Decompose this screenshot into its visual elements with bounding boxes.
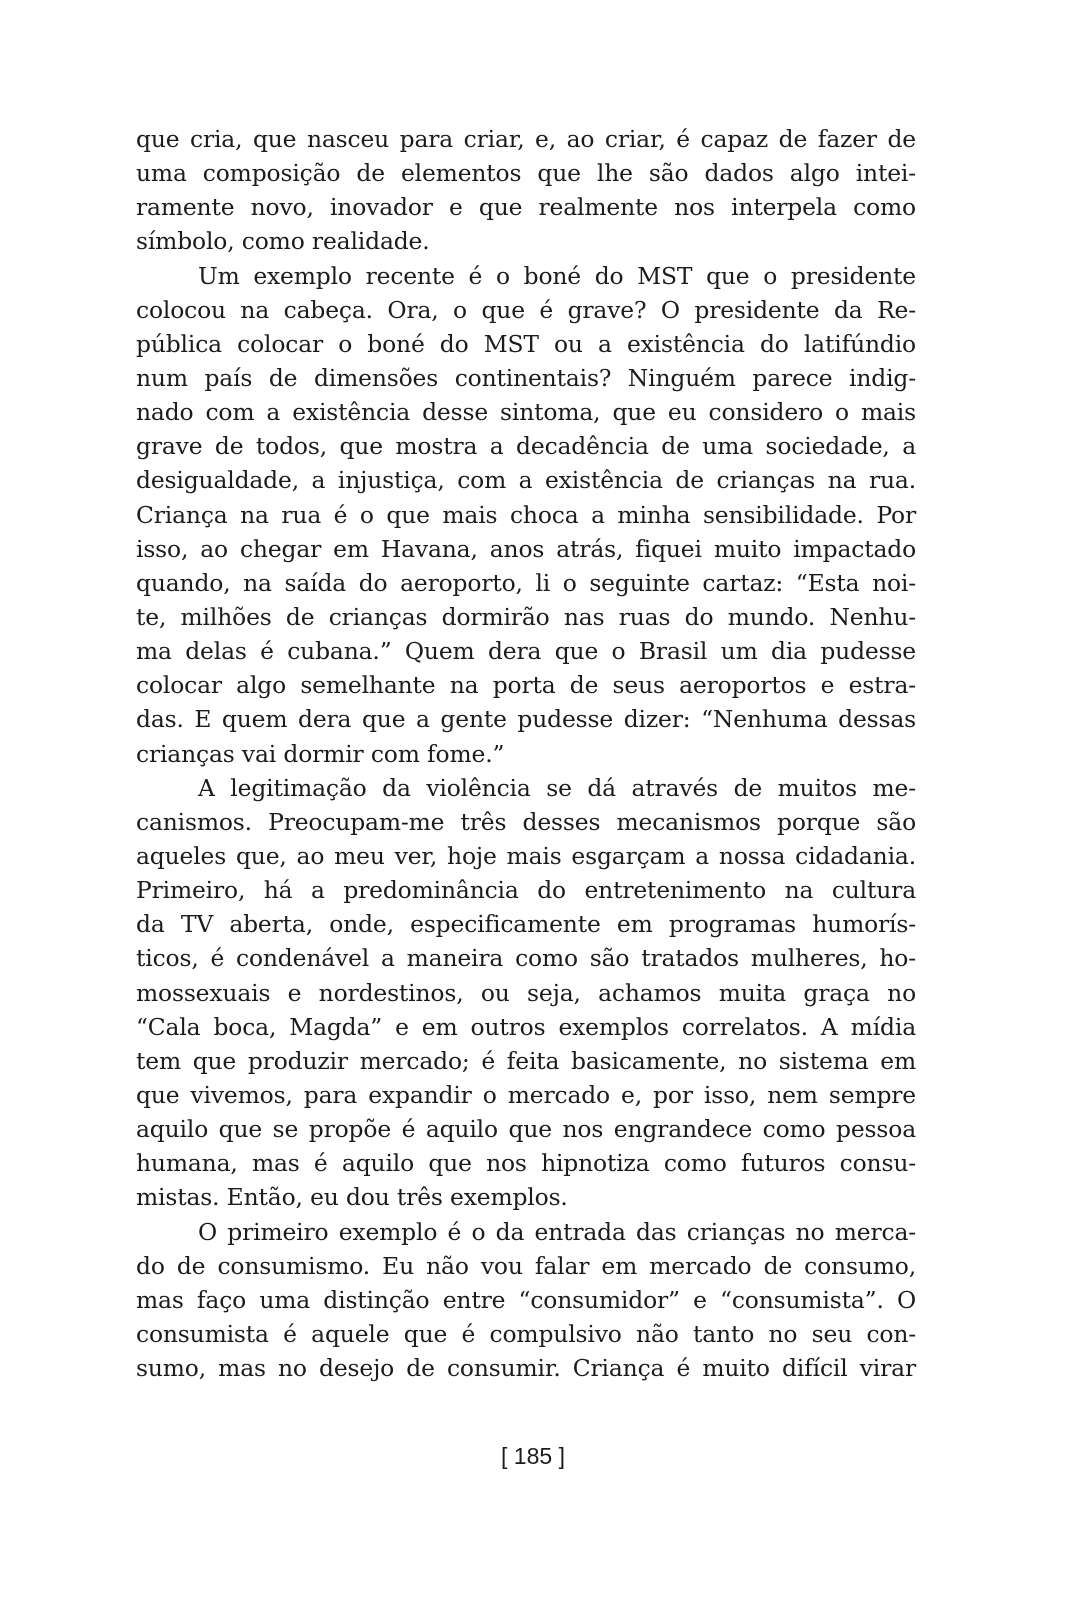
text-line: ticos, é condenável a maneira como são tratados mulheres, ho- <box>136 944 916 973</box>
text-line: te, milhões de crianças dormirão nas ruas do mundo. Nenhu- <box>136 602 916 631</box>
page-number: [ 185 ] <box>501 1443 565 1469</box>
body-text <box>136 122 916 1385</box>
text-line: pública colocar o boné do MST ou a existência do latifúndio <box>136 329 916 358</box>
text-line: isso, ao chegar em Havana, anos atrás, fiquei muito impactado <box>136 534 916 563</box>
text-line: humana, mas é aquilo que nos hipnotiza como futuros consu- <box>136 1149 916 1178</box>
text-line: das. E quem dera que a gente pudesse dizer: “Nenhuma dessas <box>136 705 916 734</box>
text-line: mistas. Então, eu dou três exemplos. <box>136 1183 568 1212</box>
text-line: Primeiro, há a predominância do entretenimento na cultura <box>136 876 916 905</box>
text-line: símbolo, como realidade. <box>136 227 430 256</box>
text-line: nado com a existência desse sintoma, que eu considero o mais <box>136 398 916 427</box>
text-line: da TV aberta, onde, especificamente em programas humorís- <box>136 910 916 939</box>
text-line: “Cala boca, Magda” e em outros exemplos correlatos. A mídia <box>136 1012 916 1041</box>
text-line: ma delas é cubana.” Quem dera que o Brasil um dia pudesse <box>136 637 916 666</box>
text-line: A legitimação da violência se dá através de muitos me- <box>198 773 916 802</box>
text-line: que vivemos, para expandir o mercado e, por isso, nem sempre <box>136 1080 916 1109</box>
text-line: crianças vai dormir com fome.” <box>136 739 505 768</box>
text-line: ramente novo, inovador e que realmente nos interpela como <box>136 193 916 222</box>
text-line: O primeiro exemplo é o da entrada das crianças no merca- <box>198 1217 916 1246</box>
text-line: que cria, que nasceu para criar, e, ao criar, é capaz de fazer de <box>136 125 916 153</box>
text-line: Criança na rua é o que mais choca a minha sensibilidade. Por <box>136 500 916 529</box>
text-line: aquilo que se propõe é aquilo que nos engrandece como pessoa <box>136 1115 916 1144</box>
text-line: canismos. Preocupam-me três desses mecanismos porque são <box>136 807 916 836</box>
text-line: do de consumismo. Eu não vou falar em mercado de consumo, <box>136 1251 916 1280</box>
text-line: mossexuais e nordestinos, ou seja, achamos muita graça no <box>136 978 916 1007</box>
text-line: quando, na saída do aeroporto, li o seguinte cartaz: “Esta noi- <box>136 568 916 597</box>
text-line: tem que produzir mercado; é feita basicamente, no sistema em <box>136 1046 916 1075</box>
text-line: grave de todos, que mostra a decadência de uma sociedade, a <box>136 432 916 461</box>
text-line: colocou na cabeça. Ora, o que é grave? O presidente da Re- <box>136 295 916 324</box>
text-line: num país de dimensões continentais? Ninguém parece indig- <box>136 363 916 392</box>
text-line: uma composição de elementos que lhe são dados algo intei- <box>136 159 916 188</box>
text-line: Um exemplo recente é o boné do MST que o presidente <box>198 261 916 290</box>
text-line: consumista é aquele que é compulsivo não tanto no seu con- <box>136 1319 916 1348</box>
text-line: aqueles que, ao meu ver, hoje mais esgarçam a nossa cidadania. <box>136 841 916 870</box>
text-line: sumo, mas no desejo de consumir. Criança é muito difícil virar <box>136 1354 916 1383</box>
text-line: desigualdade, a injustiça, com a existência de crianças na rua. <box>136 466 916 495</box>
text-line: colocar algo semelhante na porta de seus aeroportos e estra- <box>136 671 916 700</box>
text-line: mas faço uma distinção entre “consumidor” e “consumista”. O <box>136 1285 916 1314</box>
